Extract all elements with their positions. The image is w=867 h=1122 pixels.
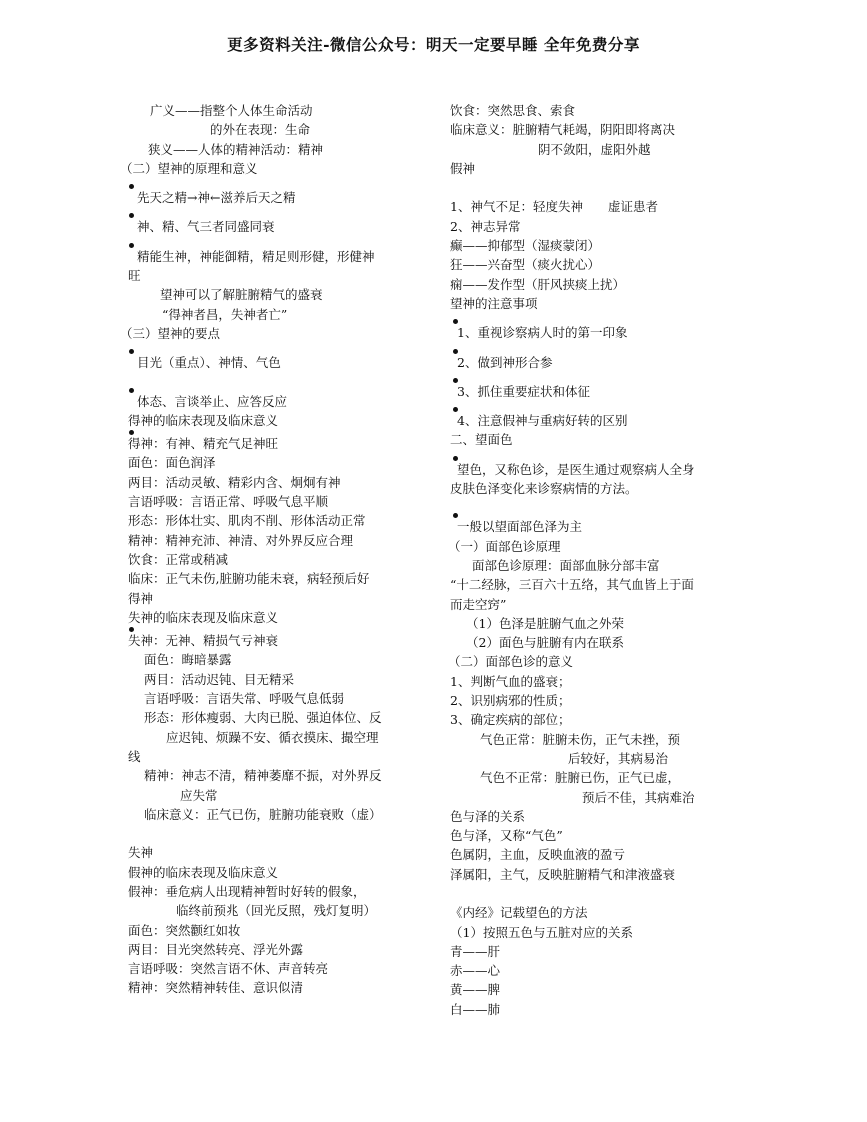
text-line: 精神：神志不清，精神萎靡不振，对外界反 <box>144 768 382 784</box>
section-heading: 假神的临床表现及临床意义 <box>128 864 279 880</box>
text-line: 临床意义：正气已伤，脏腑功能衰败（虚） <box>144 806 382 822</box>
spacer <box>450 178 750 197</box>
text-line: 临床：正气未伤,脏腑功能未衰，病轻预后好 <box>128 571 370 587</box>
text-line: 应迟钝、烦躁不安、循衣摸床、撮空理 <box>166 729 379 745</box>
bullet-item: 望色，又称色诊，是医生通过观察病人全身 <box>450 460 750 479</box>
bullet-item: 一般以望面部色泽为主 <box>450 517 750 536</box>
text-line: 假神 <box>450 160 476 176</box>
spacer <box>128 824 433 843</box>
text-line: 3、确定疾病的部位； <box>450 712 571 728</box>
text-line: 两目：目光突然转亮、浮光外露 <box>128 941 304 957</box>
text-line: 赤——心 <box>450 963 501 979</box>
right-column <box>450 101 750 1019</box>
text-line: 言语呼吸：言语失常、呼吸气息低弱 <box>144 691 345 707</box>
bullet-item: 3、抓住重要症状和体征 <box>450 382 750 401</box>
bullet-item: 得神：有神、精充气足神旺 <box>128 434 433 453</box>
text-line: 气色正常：脏腑未伤，正气未挫，预 <box>480 731 681 747</box>
text-line: 白——肺 <box>450 1001 501 1017</box>
text-line: 两目：活动灵敏、精彩内含、炯炯有神 <box>128 474 341 490</box>
bullet-item: 精能生神，神能御精，精足则形健，形健神 <box>128 247 433 266</box>
text-line: 黄——脾 <box>450 982 501 998</box>
text-line: “得神者昌，失神者亡” <box>162 306 288 322</box>
text-line: 气色不正常：脏腑已伤，正气已虚， <box>480 770 681 786</box>
spacer <box>450 884 750 903</box>
text-line: 形态：形体壮实、肌肉不削、形体活动正常 <box>128 513 366 529</box>
text-line: 广义——指整个人体生命活动 <box>150 103 313 118</box>
text-line: 面色：晦暗暴露 <box>144 652 232 668</box>
text-line: 色属阴，主血，反映血液的盈亏 <box>450 847 626 863</box>
text-line: 望神可以了解脏腑精气的盛衰 <box>160 287 323 303</box>
text-line: （一）面部色诊原理 <box>448 538 561 554</box>
text-line: （1）色泽是脏腑气血之外荣 <box>466 615 624 631</box>
text-line: 线 <box>128 748 141 764</box>
left-column <box>120 101 433 998</box>
bullet-item: 目光（重点）、神情、气色 <box>128 353 433 372</box>
text-line: 言语呼吸：言语正常、呼吸气息平顺 <box>128 494 329 510</box>
bullet-item: 体态、言谈举止、应答反应 <box>128 392 433 411</box>
bullet-item: 4、注意假神与重病好转的区别 <box>450 411 750 430</box>
text-line: 后较好，其病易治 <box>568 750 669 766</box>
text-line: 狭义——人体的精神活动：精神 <box>148 141 324 157</box>
bullet-item: 1、重视诊察病人时的第一印象 <box>450 323 750 342</box>
text-line: （二）面部色诊的意义 <box>448 654 574 670</box>
section-heading: 望神的注意事项 <box>450 295 538 311</box>
bullet-item: 神、精、气三者同盛同衰 <box>128 217 433 236</box>
text-line: 得神 <box>128 590 154 606</box>
page-header: 更多资料关注-微信公众号：明天一定要早睡 全年免费分享 <box>227 35 640 54</box>
text-line: 精神：突然精神转佳、意识似清 <box>128 980 304 996</box>
text-line: （三）望神的要点 <box>120 325 221 341</box>
text-line: 面色：突然颧红如妆 <box>128 922 241 938</box>
text-line: 两目：活动迟钝、目无精采 <box>144 671 295 687</box>
text-line: 精神：精神充沛、神清、对外界反应合理 <box>128 532 354 548</box>
text-line: 言语呼吸：突然言语不休、声音转亮 <box>128 961 329 977</box>
section-heading: 得神的临床表现及临床意义 <box>128 412 279 428</box>
text-line: 饮食：正常或稍减 <box>128 551 229 567</box>
text-line: （二）望神的原理和意义 <box>120 160 258 176</box>
section-heading: 色与泽的关系 <box>450 808 526 824</box>
text-line: 1、神气不足：轻度失神 虚证患者 <box>450 199 658 215</box>
text-line: 旺 <box>128 268 141 284</box>
text-line: 色与泽，又称“气色” <box>450 828 563 844</box>
text-line: 狂——兴奋型（痰火扰心） <box>450 257 601 273</box>
text-line: （2）面色与脏腑有内在联系 <box>466 635 624 651</box>
text-line: 形态：形体瘦弱、大肉已脱、强迫体位、反 <box>144 710 382 726</box>
text-line: 痫——发作型（肝风挟痰上扰） <box>450 276 626 292</box>
text-line: 饮食：突然思食、索食 <box>450 103 576 118</box>
bullet-item: 先天之精→神←滋养后天之精 <box>128 188 433 207</box>
bullet-item: 2、做到神形合参 <box>450 353 750 372</box>
section-heading: 二、望面色 <box>450 432 513 448</box>
text-line: 的外在表现：生命 <box>210 122 311 138</box>
text-line: 阴不敛阳，虚阳外越 <box>538 141 651 157</box>
text-line: 面部色诊原理：面部血脉分部丰富 <box>472 557 660 573</box>
text-line: 青——肝 <box>450 943 501 959</box>
text-line: 泽属阳，主气，反映脏腑精气和津液盛衰 <box>450 866 676 882</box>
section-heading: 《内经》记载望色的方法 <box>450 905 588 921</box>
text-line: 1、判断气血的盛衰； <box>450 673 571 689</box>
bullet-item: 失神：无神、精损气亏神衰 <box>128 631 433 650</box>
text-line: 失神 <box>128 845 154 861</box>
text-line: 预后不佳，其病难治 <box>582 789 695 805</box>
text-line: 假神：垂危病人出现精神暂时好转的假象， <box>128 883 366 899</box>
text-line: 皮肤色泽变化来诊察病情的方法。 <box>450 481 638 497</box>
text-line: 2、神志异常 <box>450 218 521 234</box>
text-line: （1）按照五色与五脏对应的关系 <box>450 924 633 940</box>
text-line: 癫——抑郁型（湿痰蒙闭） <box>450 238 601 254</box>
text-line: 临终前预兆（回光反照，残灯复明） <box>176 903 377 919</box>
text-line: 而走空窍” <box>450 596 507 612</box>
text-line: “十二经脉，三百六十五络，其气血皆上于面 <box>450 577 694 593</box>
text-line: 2、识别病邪的性质； <box>450 693 571 709</box>
section-heading: 失神的临床表现及临床意义 <box>128 609 279 625</box>
text-line: 临床意义：脏腑精气耗竭，阴阳即将离决 <box>450 122 676 138</box>
text-line: 应失常 <box>180 787 218 803</box>
text-line: 面色：面色润泽 <box>128 455 216 471</box>
